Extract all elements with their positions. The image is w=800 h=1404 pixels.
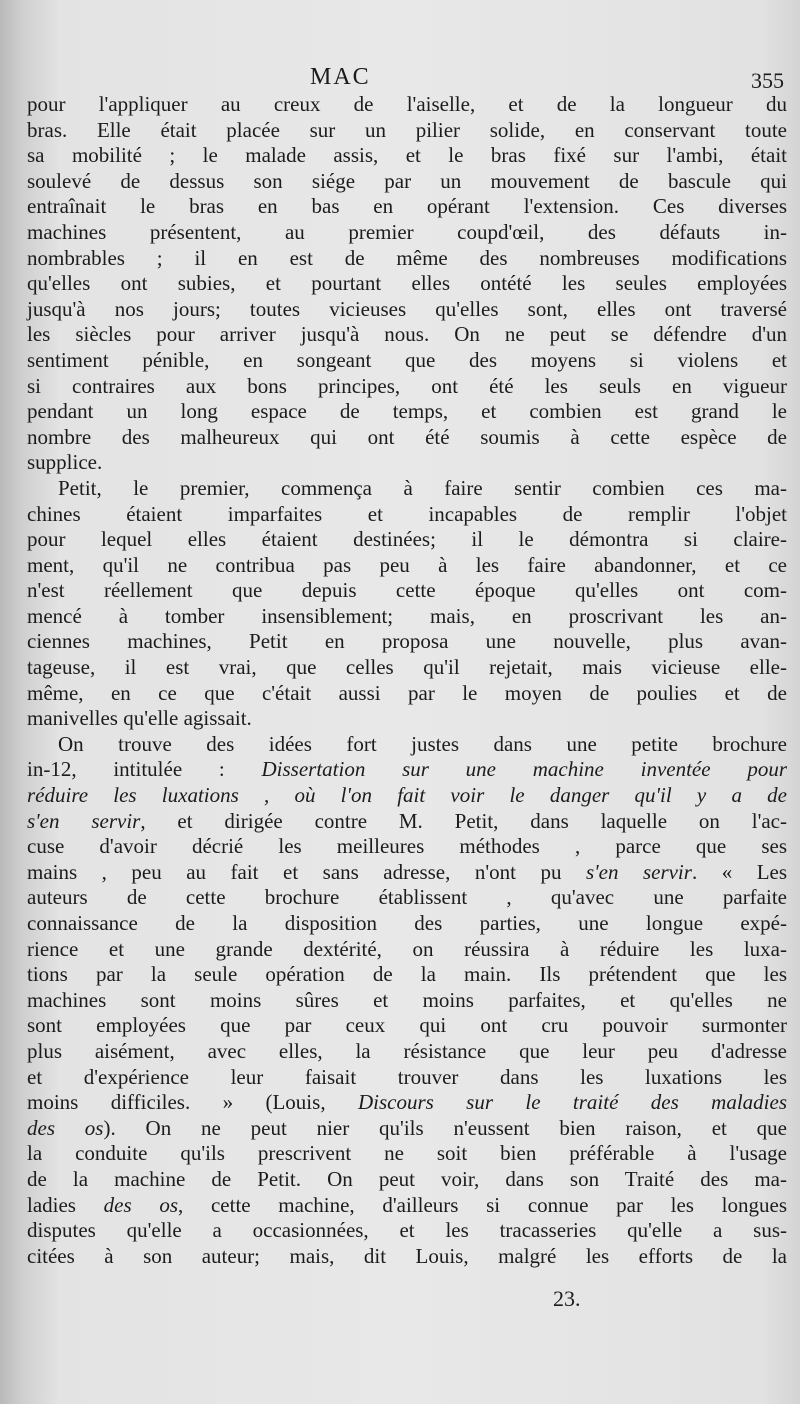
text-line: auteurs de cette brochure établissent , qu'avec une parfaite (27, 885, 787, 910)
text-line: pour l'appliquer au creux de l'aiselle, et de la longueur du (27, 92, 787, 116)
text-line: nombrables ; il en est de même des nombreuses modifications (27, 245, 787, 270)
running-title: MAC (310, 64, 371, 90)
text-line: s'en servir, et dirigée contre M. Petit, dans laquelle on l'ac- (27, 808, 787, 833)
text-line: On trouve des idées fort justes dans une petite brochure (58, 731, 787, 756)
text-line: jusqu'à nos jours; toutes vicieuses qu'elles sont, elles ont traversé (27, 296, 787, 321)
page-number: 355 (751, 68, 784, 93)
paragraph (27, 732, 787, 1269)
text-line: bras. Elle était placée sur un pilier solide, en conservant toute (27, 117, 787, 142)
body-text (27, 92, 787, 1269)
text-line: qu'elles ont subies, et pourtant elles ontété les seules employées (27, 271, 787, 296)
text-line: chines étaient imparfaites et incapables de remplir l'objet (27, 501, 787, 526)
text-line: si contraires aux bons principes, ont été les seuls en vigueur (27, 373, 787, 398)
text-line: supplice. (27, 450, 103, 475)
text-line: sentiment pénible, en songeant que des moyens si violens et (27, 347, 787, 372)
text-line: pour lequel elles étaient destinées; il le démontra si claire- (27, 527, 787, 552)
paragraph (27, 476, 787, 732)
paragraph (27, 92, 787, 476)
text-line: les siècles pour arriver jusqu'à nous. On ne peut se défendre d'un (27, 322, 787, 347)
text-line: des os). On ne peut nier qu'ils n'eussent bien raison, et que (27, 1115, 788, 1140)
text-line: tageuse, il est vrai, que celles qu'il rejetait, mais vicieuse elle- (27, 655, 787, 680)
text-line: et d'expérience leur faisait trouver dans les luxations les (27, 1064, 787, 1089)
text-line: nombre des malheureux qui ont été soumis à cette espèce de (27, 424, 787, 449)
text-line: plus aisément, avec elles, la résistance que leur peu d'adresse (27, 1038, 787, 1063)
text-line: même, en ce que c'était aussi par le moyen de poulies et de (27, 680, 787, 705)
text-line: cuse d'avoir décrié les meilleures méthodes , parce que ses (27, 834, 787, 859)
text-line: machines sont moins sûres et moins parfaites, et qu'elles ne (27, 987, 787, 1012)
text-line: sont employées que par ceux qui ont cru pouvoir surmonter (27, 1013, 787, 1038)
text-line: citées à son auteur; mais, dit Louis, malgré les efforts de la (27, 1243, 787, 1268)
text-line: n'est réellement que depuis cette époque qu'elles ont com- (27, 578, 787, 603)
text-line: réduire les luxations , où l'on fait voir le danger qu'il y a de (27, 783, 787, 808)
text-line: manivelles qu'elle agissait. (27, 706, 252, 731)
text-line: la conduite qu'ils prescrivent ne soit bien préférable à l'usage (27, 1141, 787, 1166)
text-line: mains , peu au fait et sans adresse, n'ont pu s'en servir. « Les (27, 859, 788, 884)
text-line: tions par la seule opération de la main. Ils prétendent que les (27, 962, 787, 987)
text-line: in-12, intitulée : Dissertation sur une machine inventée pour (27, 757, 787, 782)
text-line: moins difficiles. » (Louis, Discours sur le traité des maladies (27, 1090, 788, 1115)
text-line: sa mobilité ; le malade assis, et le bras fixé sur l'ambi, était (27, 143, 787, 168)
text-line: ciennes machines, Petit en proposa une nouvelle, plus avan- (27, 629, 787, 654)
text-line: machines présentent, au premier coupd'œil, des défauts in- (27, 219, 787, 244)
text-line: disputes qu'elle a occasionnées, et les tracasseries qu'elle a sus- (27, 1218, 787, 1243)
text-line: connaissance de la disposition des parties, une longue expé- (27, 911, 787, 935)
text-line: ment, qu'il ne contribua pas peu à les faire abandonner, et ce (27, 552, 787, 577)
text-line: pendant un long espace de temps, et combien est grand le (27, 399, 787, 424)
text-line: soulevé de dessus son siége par un mouvement de bascule qui (27, 168, 787, 193)
text-line: Petit, le premier, commença à faire sentir combien ces ma- (58, 475, 787, 500)
text-line: entraînait le bras en bas en opérant l'extension. Ces diverses (27, 194, 787, 219)
text-line: de la machine de Petit. On peut voir, dans son Traité des ma- (27, 1166, 787, 1191)
text-line: rience et une grande dextérité, on réussira à réduire les luxa- (27, 936, 787, 961)
signature-mark: 23. (553, 1286, 581, 1311)
text-line: mencé à tomber insensiblement; mais, en proscrivant les an- (27, 603, 787, 628)
text-line: ladies des os, cette machine, d'ailleurs si connue par les longues (27, 1192, 787, 1217)
